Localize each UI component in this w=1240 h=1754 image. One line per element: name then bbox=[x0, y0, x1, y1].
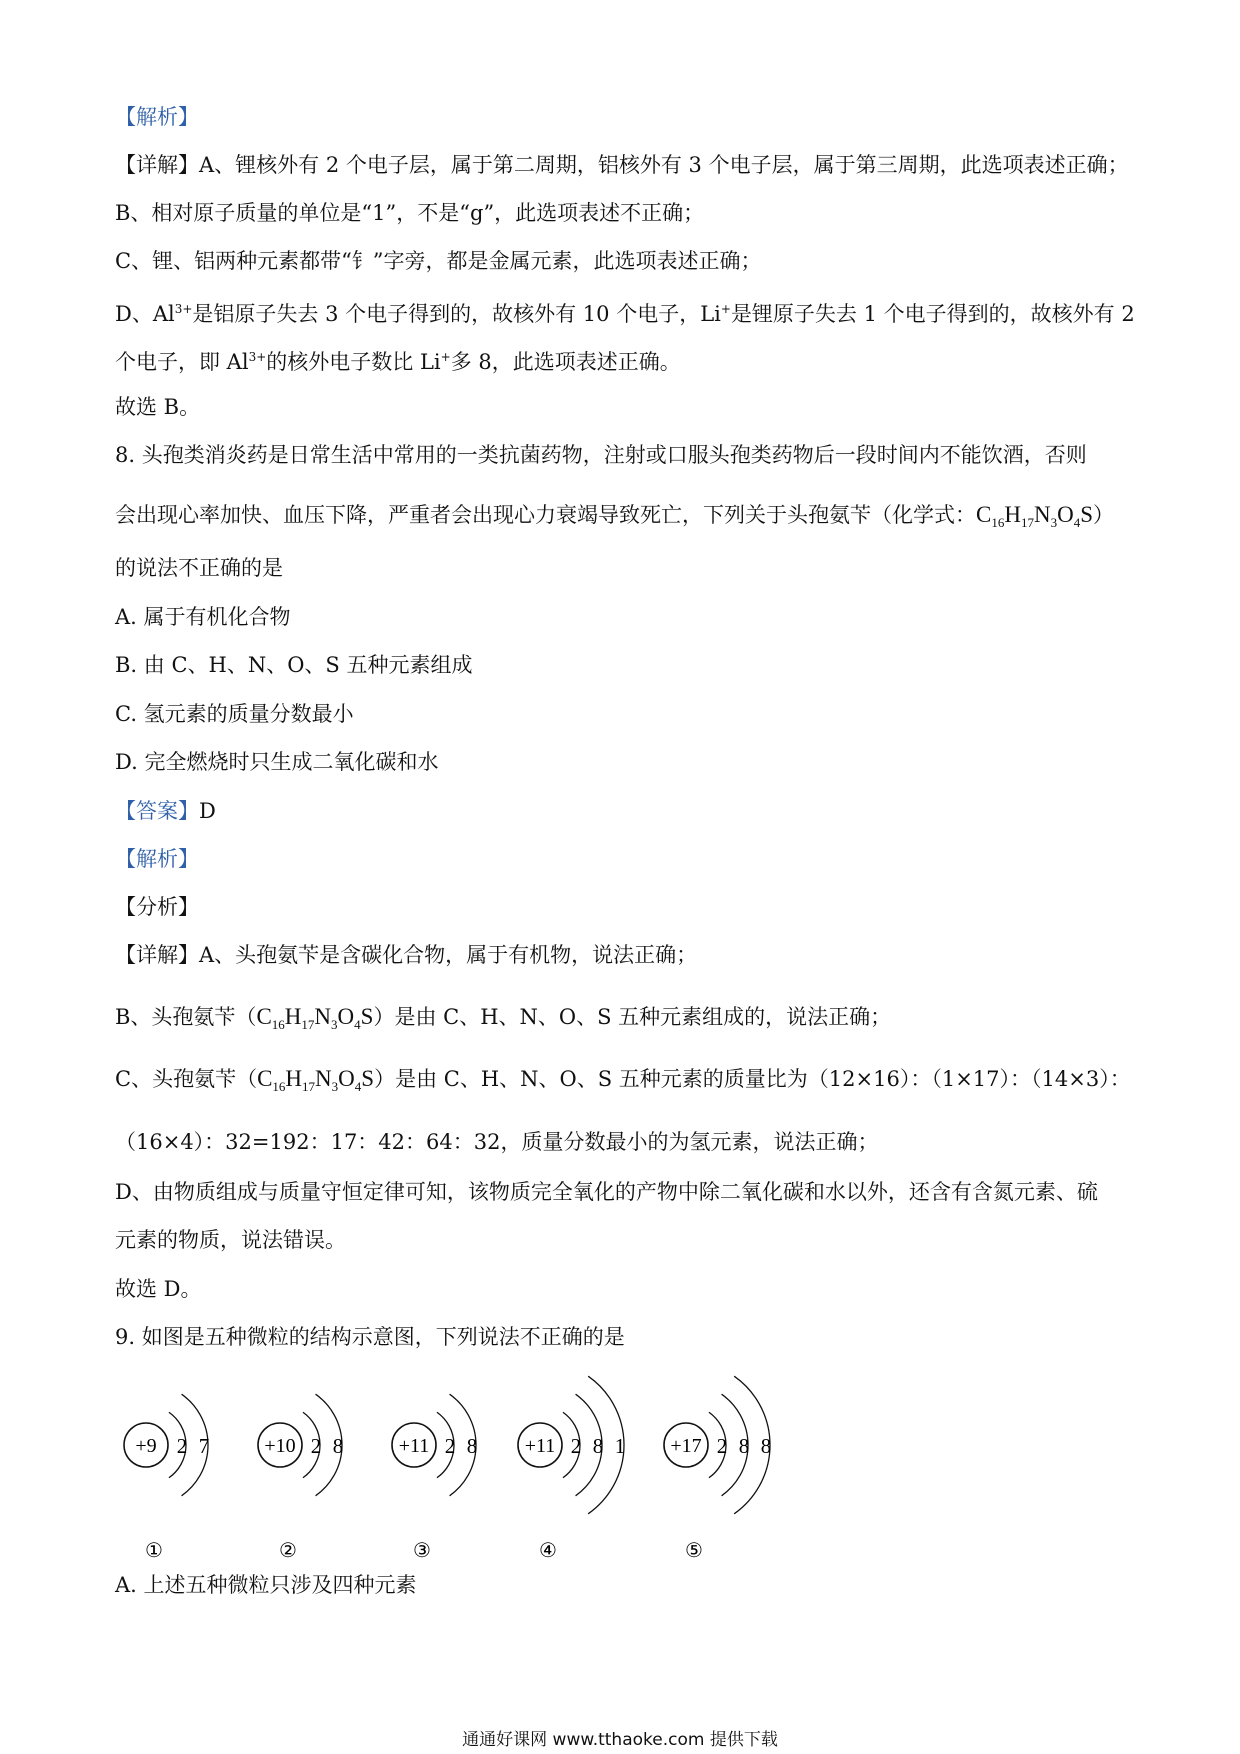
shell-electron-count: 2 bbox=[444, 1434, 456, 1458]
atomic-structure-diagram bbox=[110, 1375, 810, 1565]
shell-electron-count: 8 bbox=[466, 1434, 478, 1458]
particle-diagram-1 bbox=[124, 1394, 209, 1562]
shell-electron-count: 8 bbox=[760, 1434, 772, 1458]
q7-jiexi-label: 【解析】 bbox=[115, 105, 199, 129]
q8-detail-c-line1: C、头孢氨苄$(C_{16}H_{17}N_3O_4S)$是由 C、H、N、O、S 五种元素的质量比为（12×16）：（1×17）：（14×3）： bbox=[115, 1066, 1131, 1094]
formula-cephalexin: $C_{16}H_{17}N_3O_4S$ bbox=[256, 1004, 374, 1032]
shell-electron-count: 2 bbox=[570, 1434, 582, 1458]
shell-electron-count: 7 bbox=[198, 1434, 210, 1458]
particle-label: ③ bbox=[413, 1538, 431, 1562]
q8-choose: 故选 D。 bbox=[115, 1277, 202, 1301]
q7-detail-c: C、锂、铝两种元素都带“钅”字旁，都是金属元素，此选项表述正确； bbox=[115, 249, 762, 273]
q8-stem-line3: 的说法不正确的是 bbox=[115, 556, 283, 580]
particle-diagram-4 bbox=[518, 1376, 625, 1562]
q8-stem-line2: 会出现心率加快、血压下降，严重者会出现心力衰竭导致死亡，下列关于头孢氨苄（化学式：$C_{16}H_{17}N_3O_4S$） bbox=[115, 502, 1115, 530]
q7-detail-b: B、相对原子质量的单位是“1”，不是“g”，此选项表述不正确； bbox=[115, 201, 705, 225]
q8-jiexi-label: 【解析】 bbox=[115, 847, 199, 871]
q9-option-a: A. 上述五种微粒只涉及四种元素 bbox=[115, 1573, 417, 1597]
q8-detail-c-line2: （16×4）：32=192：17：42：64：32，质量分数最小的为氢元素，说法正确； bbox=[115, 1130, 879, 1154]
q8-fenxi-label: 【分析】 bbox=[115, 895, 199, 919]
nucleus-charge: +17 bbox=[670, 1435, 702, 1457]
particle-diagram-5 bbox=[664, 1376, 771, 1562]
q8-detail-d-line1: D、由物质组成与质量守恒定律可知，该物质完全氧化的产物中除二氧化碳和水以外，还含有含氮元素、硫 bbox=[115, 1180, 1098, 1204]
q9-stem: 9. 如图是五种微粒的结构示意图，下列说法不正确的是 bbox=[115, 1325, 625, 1349]
nucleus-charge: +11 bbox=[398, 1435, 430, 1457]
q7-detail-d-line2: 个电子，即 $Al^{3+}$的核外电子数比 Li+多 8，此选项表述正确。 bbox=[115, 350, 681, 374]
nucleus-charge: +11 bbox=[524, 1435, 556, 1457]
q8-option-b: B. 由 C、H、N、O、S 五种元素组成 bbox=[115, 653, 473, 677]
formula-cephalexin: $C_{16}H_{17}N_3O_4S$ bbox=[257, 1066, 375, 1094]
q8-answer: 【答案】D bbox=[115, 799, 216, 823]
page-footer: 通通好课网 www.tthaoke.com 提供下载 bbox=[462, 1730, 778, 1750]
shell-electron-count: 2 bbox=[716, 1434, 728, 1458]
q8-detail-b: B、头孢氨苄$(C_{16}H_{17}N_3O_4S)$是由 C、H、N、O、S 五种元素组成的，说法正确； bbox=[115, 1004, 892, 1032]
shell-electron-count: 8 bbox=[592, 1434, 604, 1458]
shell-electron-count: 8 bbox=[332, 1434, 344, 1458]
shell-electron-count: 2 bbox=[310, 1434, 322, 1458]
q8-option-d: D. 完全燃烧时只生成二氧化碳和水 bbox=[115, 750, 439, 774]
formula-cephalexin: $C_{16}H_{17}N_3O_4S$ bbox=[976, 502, 1094, 530]
particle-label: ⑤ bbox=[685, 1538, 703, 1562]
shell-electron-count: 2 bbox=[176, 1434, 188, 1458]
particle-diagram-3 bbox=[392, 1394, 477, 1562]
nucleus-charge: +9 bbox=[135, 1435, 157, 1457]
particle-label: ① bbox=[145, 1538, 163, 1562]
particle-diagram-2 bbox=[258, 1394, 343, 1562]
q7-detail-d-line1: D、$Al^{3+}$是铝原子失去 3 个电子得到的，故核外有 10 个电子，Li+是锂原子失去 1 个电子得到的，故核外有 2 bbox=[115, 302, 1135, 326]
nucleus-charge: +10 bbox=[264, 1435, 296, 1457]
q8-detail-d-line2: 元素的物质，说法错误。 bbox=[115, 1228, 346, 1252]
q8-detail-a: 【详解】A、头孢氨苄是含碳化合物，属于有机物，说法正确； bbox=[115, 943, 698, 967]
q8-option-a: A. 属于有机化合物 bbox=[115, 605, 291, 629]
q8-option-c: C. 氢元素的质量分数最小 bbox=[115, 702, 354, 726]
particle-label: ④ bbox=[539, 1538, 557, 1562]
shell-electron-count: 8 bbox=[738, 1434, 750, 1458]
q7-choose: 故选 B。 bbox=[115, 395, 201, 419]
shell-electron-count: 1 bbox=[614, 1434, 626, 1458]
q7-detail-a: 【详解】A、锂核外有 2 个电子层，属于第二周期，铝核外有 3 个电子层，属于第三周期，此选项表述正确； bbox=[115, 153, 1129, 177]
particle-label: ② bbox=[279, 1538, 297, 1562]
q8-stem-line1: 8. 头孢类消炎药是日常生活中常用的一类抗菌药物，注射或口服头孢类药物后一段时间内不能饮酒，否则 bbox=[115, 443, 1087, 467]
